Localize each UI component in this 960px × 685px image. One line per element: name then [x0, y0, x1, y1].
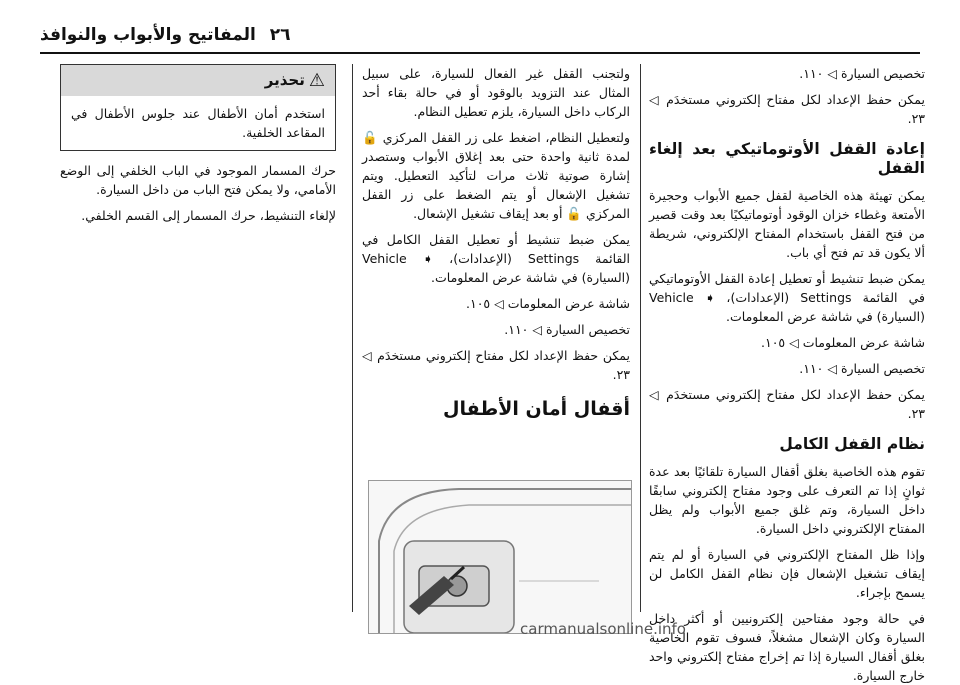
paragraph: تقوم هذه الخاصية بغلق أقفال السيارة تلقائيًا بعد عدة ثوانٍ إذا تم التعرف على وجود مفتاح إلكتروني سابقًا داخل السيارة، وتم غلق جميع الأبواب ولم يظل المفتاح الإلكتروني داخل السيارة. [649, 464, 925, 536]
paragraph: وإذا ظل المفتاح الإلكتروني في السيارة أو لم يتم إيقاف تشغيل الإشعال فإن نظام القفل الكامل لن يسمح بإجراء. [649, 547, 925, 600]
warning-title: تحذير [264, 71, 305, 89]
door-latch-drawing [369, 481, 631, 633]
paragraph: ولتعطيل النظام، اضغط على زر القفل المركزي 🔓 لمدة ثانية واحدة حتى بعد إغلاق الأبواب وستصدر إشارة صوتية ثلاث مرات لتأكيد التعطيل. ويتم تشغيل الإشعال أو يتم الضغط على زر القفل المركزي 🔓 أو بعد إيقاف تشغيل الإشعال. [362, 130, 630, 221]
paragraph: يمكن ضبط تنشيط أو تعطيل إعادة القفل الأوتوماتيكي في القائمة Settings (الإعدادات)، ➧ Vehicle (السيارة) في شاشة عرض المعلومات. [649, 271, 925, 324]
page-header [40, 18, 920, 54]
warning-text: استخدم أمان الأطفال عند جلوس الأطفال في المقاعد الخلفية. [71, 106, 325, 140]
paragraph: شاشة عرض المعلومات ◁ ١٠٥. [761, 335, 925, 350]
warning-box [60, 64, 336, 151]
paragraph: تخصيص السيارة ◁ ١١٠. [799, 66, 925, 81]
paragraph: يمكن ضبط تنشيط أو تعطيل القفل الكامل في القائمة Settings (الإعدادات)، ➧ Vehicle (السيارة) في شاشة عرض المعلومات. [362, 232, 630, 285]
paragraph: ولتجنب القفل غير الفعال للسيارة، على سبيل المثال عند التزويد بالوقود أو في حالة بقاء أحد الركاب داخل السيارة، يلزم تعطيل النظام. [362, 66, 630, 119]
paragraph: تخصيص السيارة ◁ ١١٠. [799, 361, 925, 376]
page-title: المفاتيح والأبواب والنوافذ [40, 25, 256, 45]
page-number: ٢٦ [269, 25, 291, 45]
paragraph: يمكن حفظ الإعداد لكل مفتاح إلكتروني مستخدَم ◁ ٢٣. [649, 387, 925, 421]
section-heading: أقفال أمان الأطفال [443, 398, 630, 420]
warning-triangle-icon: ⚠ [308, 70, 325, 91]
paragraph: حرك المسمار الموجود في الباب الخلفي إلى الوضع الأمامي، ولا يمكن فتح الباب من داخل السيارة. [60, 163, 336, 197]
paragraph: شاشة عرض المعلومات ◁ ١٠٥. [466, 296, 630, 311]
section-heading: إعادة القفل الأوتوماتيكي بعد إلغاء القفل [649, 140, 925, 177]
column-divider [640, 64, 641, 612]
paragraph: يمكن تهيئة هذه الخاصية لقفل جميع الأبواب وحجيرة الأمتعة وغطاء خزان الوقود أوتوماتيكيًا بعد وقت قصير من فتح القفل باستخدام المفتاح الإلكتروني، شريطة ألا يكون قد تم فتح أي باب. [649, 188, 925, 260]
column-divider [352, 64, 353, 612]
paragraph: تخصيص السيارة ◁ ١١٠. [504, 322, 630, 337]
child-lock-illustration [368, 480, 632, 634]
left-column [60, 64, 336, 602]
watermark: carmanualsonline.info [520, 620, 686, 638]
warning-header [61, 65, 335, 96]
section-heading: نظام القفل الكامل [779, 435, 925, 453]
paragraph: يمكن حفظ الإعداد لكل مفتاح إلكتروني مستخدَم ◁ ٢٣. [362, 348, 630, 382]
paragraph: لإلغاء التنشيط، حرك المسمار إلى القسم الخلفي. [81, 208, 336, 223]
paragraph: في حالة وجود مفتاحين إلكترونيين أو أكثر داخل السيارة وكان الإشعال مشغلاً، فسوف تقوم الخاصية بغلق أقفال السيارة إذا تم إخراج مفتاح إلكتروني واحد خارج السيارة. [649, 611, 925, 683]
paragraph: يمكن حفظ الإعداد لكل مفتاح إلكتروني مستخدَم ◁ ٢٣. [649, 92, 925, 126]
right-column [649, 64, 925, 683]
